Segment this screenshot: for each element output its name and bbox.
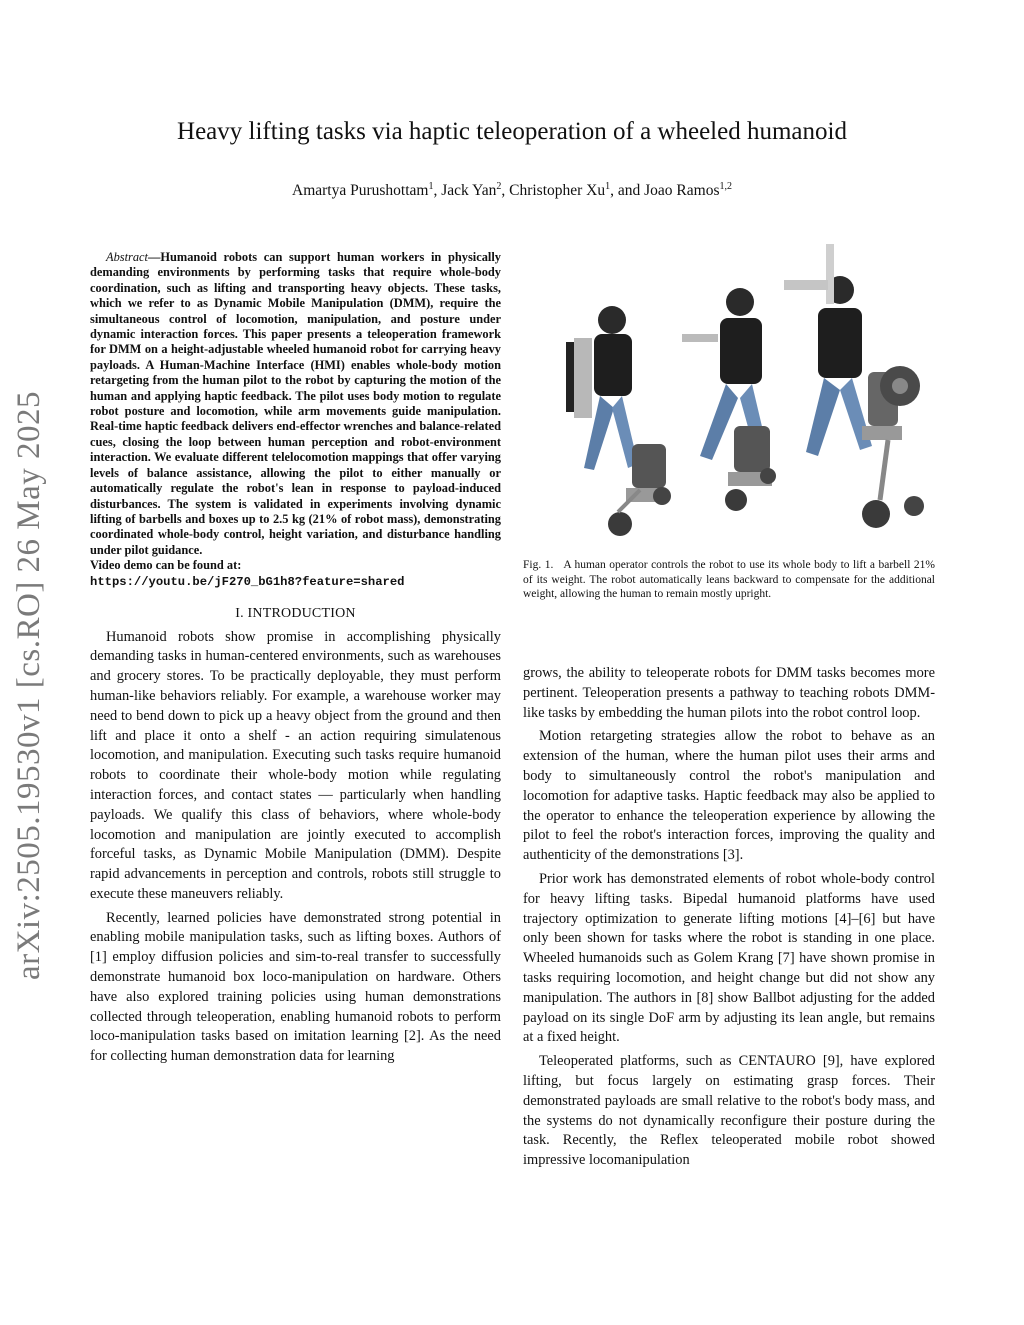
figure-label: Fig. 1. [523, 559, 554, 571]
figure-illustration [522, 238, 936, 550]
abstract: Abstract—Humanoid robots can support human workers in physically demanding environments by performing tasks that require whole-body coordination, such as lifting and transporting heavy objects. These tasks, which we refer to as Dynamic Mobile Manipulation (DMM), require the simultaneous control of locomotion, manipulation, and posture under dynamic interaction forces. This paper presents a teleoperation framework for DMM on a height-adjustable wheeled humanoid robot for carrying heavy payloads. A Human-Machine Interface (HMI) enables whole-body motion retargeting from the human pilot to the robot by capturing the motion of the human and applying haptic feedback. The pilot uses body motion to regulate robot posture and locomotion, while arm movements guide manipulation. Real-time haptic feedback delivers end-effector wrenches and balance-related cues, closing the loop between human perception and robot-environment interaction. We evaluate different telelocomotion mappings that offer varying levels of balance assistance, allowing the pilot to either manually or automatically regulate the robot's lean in response to payload-induced disturbances. The system is validated in experiments involving dynamic lifting of barbells and boxes up to 2.5 kg (21% of robot mass), demonstrating coordinated whole-body control, height variation, and disturbance handling under pilot guidance. [90, 250, 501, 557]
author-affiliation: 1 [428, 181, 434, 192]
arxiv-identifier: arXiv:2505.19530v1 [cs.RO] 26 May 2025 [11, 390, 48, 980]
figure-robot-teleoperation [522, 238, 936, 550]
figure-stage-2 [682, 288, 776, 511]
author-name: Jack Yan [441, 182, 497, 200]
abstract-text: Humanoid robots can support human workers in physically demanding environments by performing tasks that require whole-body coordination, such as lifting and transporting heavy objects. These tasks, which we refer to as Dynamic Mobile Manipulation (DMM), require the simultaneous control of locomotion, manipulation, and posture under dynamic interaction forces. This paper presents a teleoperation framework for DMM on a height-adjustable wheeled humanoid robot for carrying heavy payloads. A Human-Machine Interface (HMI) enables whole-body motion retargeting from the human pilot to the robot by capturing the motion of the human and applying haptic feedback. The pilot uses body motion to regulate robot posture and locomotion, while arm movements guide manipulation. Real-time haptic feedback delivers end-effector wrenches and balance-related cues, closing the loop between human perception and robot-environment interaction. We evaluate different telelocomotion mappings that offer varying levels of balance assistance, allowing the pilot to either manually or automatically regulate the robot's lean in response to payload-induced disturbances. The system is validated in experiments involving dynamic lifting of barbells and boxes up to 2.5 kg (21% of robot mass), demonstrating coordinated whole-body control, height variation, and disturbance handling under pilot guidance. [90, 250, 501, 557]
body-paragraph: Motion retargeting strategies allow the robot to behave as an extension of the human, where the human pilot uses their arms and body to simultaneously control the robot's manipulation and locomotion for adaptive tasks. Haptic feedback may also be applied to the operator to enhance the teleoperation experience by allowing the pilot to feel the robot's interaction forces, improving the quality and authenticity of the demonstrations [3]. [523, 728, 935, 864]
author-affiliation: 1 [605, 181, 611, 192]
right-column [523, 664, 935, 1171]
figure-caption-text: A human operator controls the robot to use its whole body to lift a barbell 21% of its weight. The robot automatically leans backward to compensate for the additional weight, allowing the human to remain mostly upright. [523, 559, 935, 601]
author-affiliation: 1,2 [719, 181, 732, 192]
body-paragraph: grows, the ability to teleoperate robots for DMM tasks becomes more pertinent. Teleoperation presents a pathway to teaching robots DMM-like tasks by embedding the human pilots into the robot control loop. [523, 665, 935, 721]
video-link[interactable]: https://youtu.be/jF270_bG1h8?feature=shared [90, 574, 405, 589]
author-list: Amartya Purushottam$^1$, Jack Yan$^2$, Christopher Xu$^1$, and Joao Ramos$^{1,2}$ [292, 181, 732, 200]
author-name: Amartya Purushottam [292, 182, 429, 200]
section-heading-introduction: I. INTRODUCTION [235, 605, 356, 621]
figure-stage-1 [566, 306, 671, 536]
body-paragraph: Recently, learned policies have demonstrated strong potential in enabling mobile manipulation tasks, such as lifting boxes. Authors of [1] employ diffusion policies and sim-to-real transfer to successfully demonstrate humanoid box loco-manipulation on hardware. Others have also explored training policies using human demonstrations collected through teleoperation, enabling humanoid robots to perform loco-manipulation tasks based on imitation learning [2]. As the need for collecting human demonstration data for learning [90, 909, 501, 1065]
author-name: Joao Ramos [644, 182, 720, 200]
body-paragraph: Humanoid robots show promise in accomplishing physically demanding tasks in human-centered environments, such as warehouses and grocery stores. To be practically deployable, they must perform human-like behaviors reliably. For example, a warehouse worker may need to bend down to pick up a heavy object from the ground and then lift and place it onto a shelf - an action requiring simulatenous locomotion, and manipulation. Executing such tasks require humanoid robots to coordinate their whole-body motion while regulating interaction forces, and contact states — particularly when handling payloads. We qualify this class of behaviors, where whole-body locomotion and manipulation are jointly executed to accomplish forceful tasks, as Dynamic Mobile Manipulation (DMM). Despite rapid advancements in perception and controls, robots still struggle to execute these maneuvers reliably. [90, 628, 501, 902]
figure-caption [523, 558, 935, 602]
abstract-label: Abstract [106, 250, 148, 264]
author-affiliation: 2 [496, 181, 502, 192]
figure-stage-3 [784, 244, 924, 528]
left-column [90, 250, 501, 1067]
video-label: Video demo can be found at: [90, 558, 242, 573]
paper-title: Heavy lifting tasks via haptic teleoperation of a wheeled humanoid [177, 118, 847, 145]
body-paragraph: Teleoperated platforms, such as CENTAURO [9], have explored lifting, but focus largely on estimating grasp forces. Their demonstrated payloads are small relative to the robot's body mass, and the systems do not dynamically reconfigure their posture during the task. Recently, the Reflex teleoperated mobile robot showed impressive locomanipulation [523, 1053, 935, 1169]
body-paragraph: Prior work has demonstrated elements of robot whole-body control for heavy lifting tasks. Bipedal humanoid platforms have used trajectory optimization to generate lifting motions [4]–[6] but have only been shown for tasks where the robot is standing in one place. Wheeled humanoids such as Golem Krang [7] have shown promise in tasks requiring locomotion, and height change but did not show any manipulation. The authors in [8] show Ballbot adjusting for the added payload on its single DoF arm by adjusting its lean angle, but remains at a fixed height. [523, 870, 935, 1046]
author-name: Christopher Xu [509, 182, 606, 200]
